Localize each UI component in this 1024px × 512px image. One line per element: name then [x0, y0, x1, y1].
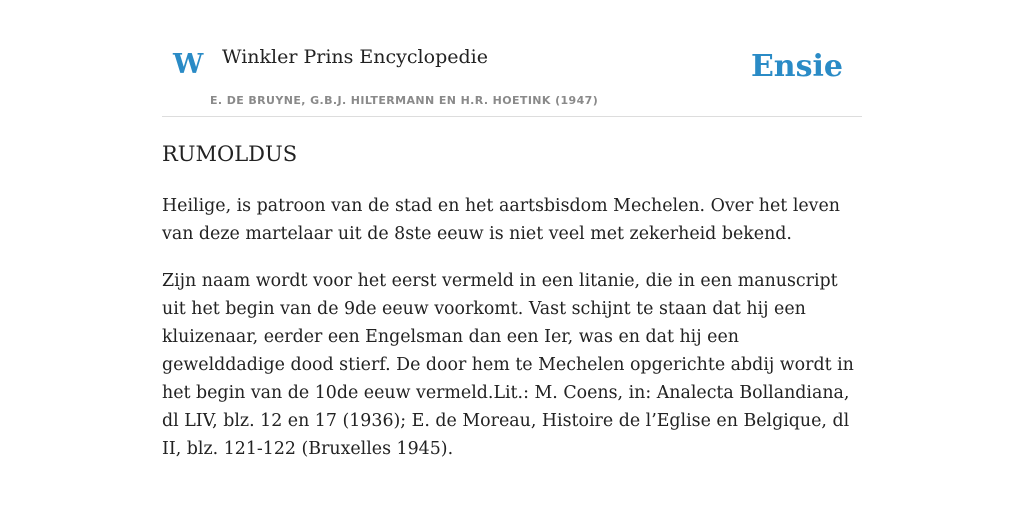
publication-authors: E. DE BRUYNE, G.B.J. HILTERMANN EN H.R. HOETINK (1947) — [210, 94, 599, 107]
site-header — [162, 0, 862, 117]
publication-title[interactable]: Winkler Prins Encyclopedie — [222, 46, 488, 68]
article-paragraph: Heilige, is patroon van de stad en het aartsbisdom Mechelen. Over het leven van deze martelaar uit de 8ste eeuw is niet veel met zekerheid bekend. — [162, 196, 840, 244]
ensie-logo[interactable]: Ensie — [750, 49, 843, 84]
winkler-prins-logo[interactable]: W — [173, 49, 204, 80]
article-body — [162, 192, 862, 482]
article-paragraph: Zijn naam wordt voor het eerst vermeld in een litanie, die in een manuscript uit het begin van de 9de eeuw voorkomt. Vast schijnt te staan dat hij een kluizenaar, eerder een Engelsman dan een Ier, was en dat hij een gewelddadige dood stierf. De door hem te Mechelen opgerichte abdij wordt in het begin van de 10de eeuw vermeld.Lit.: M. Coens, in: Analecta Bollandiana, dl LIV, blz. 12 en 17 (1936); E. de Moreau, Histoire de l’Eglise en Belgique, dl II, blz. 121-122 (Bruxelles 1945). — [162, 271, 854, 459]
article-title: RUMOLDUS — [162, 142, 298, 166]
